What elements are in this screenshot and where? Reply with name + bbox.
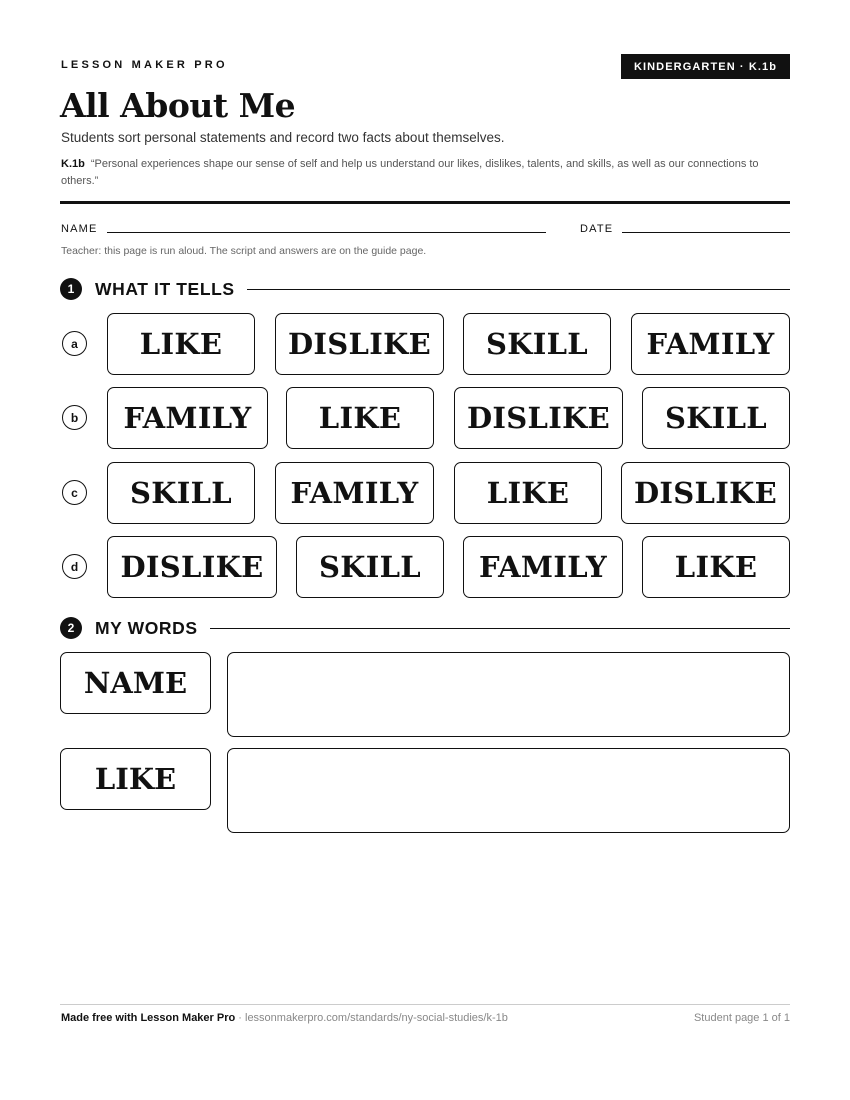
- prompt-card-name: NAME: [60, 652, 211, 714]
- sort-card[interactable]: FAMILY: [463, 536, 623, 598]
- section-number-badge: 1: [60, 278, 82, 300]
- sort-card[interactable]: FAMILY: [107, 387, 268, 449]
- answer-box-like[interactable]: [227, 748, 790, 833]
- teacher-note: Teacher: this page is run aloud. The script and answers are on the guide page.: [61, 245, 427, 257]
- section-rule: [210, 628, 790, 629]
- page-title: All About Me: [60, 86, 296, 125]
- row-letter-c: c: [62, 480, 87, 505]
- section-rule: [247, 289, 790, 290]
- row-letter-b: b: [62, 405, 87, 430]
- header-divider: [60, 201, 790, 204]
- footer-made-with: Made free with Lesson Maker Pro: [61, 1012, 236, 1024]
- row-letter-d: d: [62, 554, 87, 579]
- name-write-line[interactable]: [107, 232, 546, 233]
- footer-page-number: Student page 1 of 1: [693, 1012, 790, 1024]
- prompt-card-like: LIKE: [60, 748, 211, 810]
- sort-card[interactable]: SKILL: [296, 536, 444, 598]
- section-what-it-tells-header: [60, 277, 790, 301]
- sort-card[interactable]: FAMILY: [631, 313, 790, 375]
- section-number-badge: 2: [60, 617, 82, 639]
- footer-divider: [60, 1004, 790, 1005]
- sort-card[interactable]: LIKE: [454, 462, 602, 524]
- sort-card[interactable]: DISLIKE: [275, 313, 444, 375]
- row-letter-a: a: [62, 331, 87, 356]
- sort-card[interactable]: DISLIKE: [107, 536, 277, 598]
- sort-card[interactable]: SKILL: [642, 387, 790, 449]
- section-title: WHAT IT TELLS: [95, 278, 235, 299]
- sort-card[interactable]: FAMILY: [275, 462, 434, 524]
- standard-code: K.1b: [61, 158, 85, 170]
- brand-wordmark: LESSON MAKER PRO: [61, 59, 228, 71]
- page-subtitle: Students sort personal statements and record two facts about themselves.: [61, 130, 505, 145]
- date-write-line[interactable]: [622, 232, 790, 233]
- section-title: MY WORDS: [95, 617, 198, 638]
- section-my-words-header: [60, 616, 790, 640]
- grade-badge: KINDERGARTEN · K.1b: [621, 54, 790, 79]
- footer-url[interactable]: · lessonmakerpro.com/standards/ny-social-studies/k-1b: [235, 1012, 508, 1024]
- footer-credit: [61, 1012, 508, 1024]
- standard-text: “Personal experiences shape our sense of self and help us understand our likes, dislikes, talents, and skills, as well as our connections to others.”: [61, 158, 759, 187]
- sort-card[interactable]: SKILL: [107, 462, 255, 524]
- sort-card[interactable]: LIKE: [107, 313, 255, 375]
- name-field-label: NAME: [61, 223, 98, 235]
- sort-card[interactable]: LIKE: [642, 536, 790, 598]
- sort-card[interactable]: LIKE: [286, 387, 434, 449]
- standard-statement: [61, 156, 781, 190]
- date-field-label: DATE: [580, 223, 614, 235]
- sort-card[interactable]: DISLIKE: [621, 462, 790, 524]
- sort-card[interactable]: SKILL: [463, 313, 611, 375]
- sort-card[interactable]: DISLIKE: [454, 387, 623, 449]
- answer-box-name[interactable]: [227, 652, 790, 737]
